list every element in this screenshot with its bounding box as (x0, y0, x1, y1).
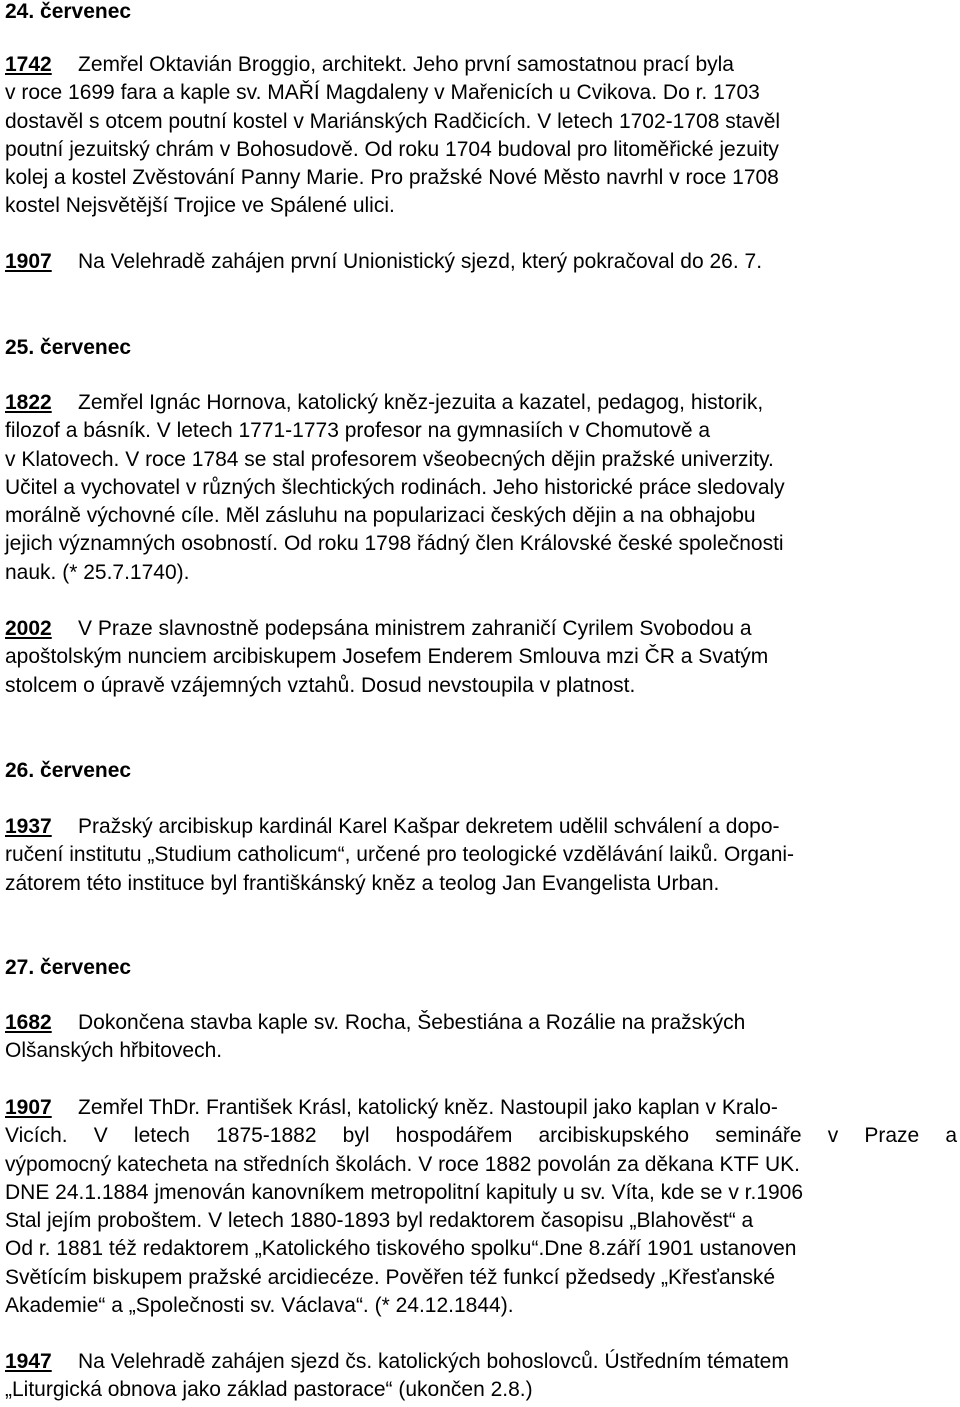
entry-text-line: Světícím biskupem pražské arcidiecéze. Pověřen též funkcí pžedsedy „Křesťanské (5, 1265, 776, 1289)
entry-2002 (5, 615, 957, 700)
entry-text-line: filozof a básník. V letech 1771-1773 profesor na gymnasiích v Chomutově a (5, 419, 711, 443)
entry-text-line: Na Velehradě zahájen sjezd čs. katolických bohoslovců. Ústředním tématem (78, 1350, 789, 1373)
entry-text-line: V Praze slavnostně podepsána ministrem zahraničí Cyrilem Svobodou a (78, 617, 752, 640)
entry-text-line: v Klatovech. V roce 1784 se stal profesorem všeobecných dějin pražské univerzity. (5, 447, 774, 471)
entry-text-line: „Liturgická obnova jako základ pastorace“ (ukončen 2.8.) (5, 1378, 533, 1402)
entry-text-line: DNE 24.1.1884 jmenován kanovníkem metropolitní kapituly u sv. Víta, kde se v r.1906 (5, 1180, 804, 1204)
entry-1907-b (5, 1094, 957, 1320)
entry-text-line: výpomocný katecheta na středních školách. V roce 1882 povolán za děkana KTF UK. (5, 1152, 800, 1176)
entry-text-line: Zemřel Oktavián Broggio, architekt. Jeho první samostatnou prací byla (78, 53, 734, 76)
entry-text-line: Akademie“ a „Společnosti sv. Václava“. (* 24.12.1844). (5, 1294, 514, 1318)
entry-year: 1937 (5, 815, 52, 838)
entry-text-line: poutní jezuitský chrám v Bohosudově. Od roku 1704 budoval pro litoměřické jezuity (5, 137, 779, 161)
entry-text-line: Zemřel ThDr. František Krásl, katolický kněz. Nastoupil jako kaplan v Kralo- (78, 1096, 778, 1119)
entry-text-line: Olšanských hřbitovech. (5, 1039, 223, 1063)
entry-text-line: Na Velehradě zahájen první Unionistický sjezd, který pokračoval do 26. 7. (78, 250, 763, 273)
section-heading: 24. červenec (5, 0, 132, 23)
entry-1907-a (5, 248, 957, 276)
section-heading: 26. červenec (5, 759, 132, 782)
entry-1822 (5, 389, 957, 587)
section-heading: 27. červenec (5, 956, 132, 979)
entry-text-line: Pražský arcibiskup kardinál Karel Kašpar dekretem udělil schválení a dopo- (78, 815, 780, 838)
entry-text-line: Vicích. V letech 1875-1882 byl hospodářem arcibiskupského semináře v Praze a (5, 1124, 957, 1148)
entry-year: 1907 (5, 250, 52, 273)
entry-year: 1742 (5, 53, 52, 76)
entry-1682 (5, 1009, 957, 1066)
entry-year: 1822 (5, 391, 52, 414)
entry-text-line: morálně výchovné cíle. Měl zásluhu na popularizaci českých dějin a na obhajobu (5, 504, 756, 528)
entry-text-line: kostel Nejsvětější Trojice ve Spálené ulici. (5, 194, 395, 218)
entry-year: 1907 (5, 1096, 52, 1119)
entry-text-line: Zemřel Ignác Hornova, katolický kněz-jezuita a kazatel, pedagog, historik, (78, 391, 764, 414)
entry-1947 (5, 1348, 957, 1405)
entry-1937 (5, 813, 957, 898)
entry-year: 1682 (5, 1011, 52, 1034)
entry-1742 (5, 51, 957, 221)
entry-text-line: Stal jejím proboštem. V letech 1880-1893 byl redaktorem časopisu „Blahověst“ a (5, 1209, 754, 1233)
entry-text-line: Dokončena stavba kaple sv. Rocha, Šebestiána a Rozálie na pražských (78, 1011, 746, 1034)
entry-year: 2002 (5, 617, 52, 640)
entry-text-line: stolcem o úpravě vzájemných vztahů. Dosud nevstoupila v platnost. (5, 673, 636, 697)
entry-text-line: apoštolským nunciem arcibiskupem Josefem Enderem Smlouva mzi ČR a Svatým (5, 645, 769, 669)
entry-text-line: jejich významných osobností. Od roku 1798 řádný člen Královské české společnosti (5, 532, 784, 556)
entry-text-line: Od r. 1881 též redaktorem „Katolického tiskového spolku“.Dne 8.září 1901 ustanoven (5, 1237, 797, 1261)
entry-text-line: Učitel a vychovatel v různých šlechtických rodinách. Jeho historické práce sledovaly (5, 475, 785, 499)
section-heading: 25. červenec (5, 336, 132, 359)
entry-text-line: kolej a kostel Zvěstování Panny Marie. Pro pražské Nové Město navrhl v roce 1708 (5, 166, 779, 190)
entry-text-line: v roce 1699 fara a kaple sv. MAŘÍ Magdaleny v Mařenicích u Cvikova. Do r. 1703 (5, 81, 760, 105)
entry-year: 1947 (5, 1350, 52, 1373)
entry-text-line: zátorem této instituce byl františkánský kněz a teolog Jan Evangelista Urban. (5, 871, 720, 895)
entry-text-line: ručení institutu „Studium catholicum“, určené pro teologické vzdělávání laiků. Organi- (5, 843, 795, 867)
entry-text-line: dostavěl s otcem poutní kostel v Mariánských Radčicích. V letech 1702-1708 stavěl (5, 109, 781, 133)
entry-text-line: nauk. (* 25.7.1740). (5, 560, 190, 584)
